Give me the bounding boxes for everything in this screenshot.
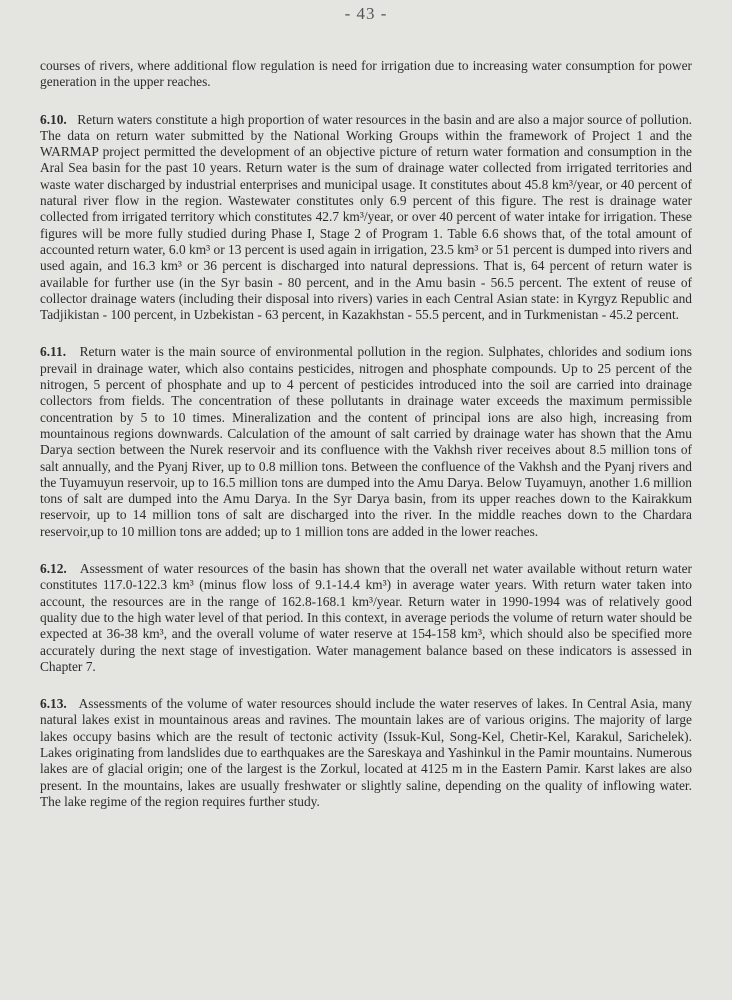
intro-paragraph: courses of rivers, where additional flow regulation is need for irrigation due to increasing water consumption for power generation in the upper reaches.	[40, 58, 692, 90]
section-6-11	[40, 344, 692, 540]
section-number: 6.13.	[40, 696, 67, 712]
section-number: 6.11.	[40, 344, 67, 360]
section-6-13	[40, 696, 692, 810]
section-number: 6.12.	[40, 561, 67, 577]
document-body	[40, 58, 692, 831]
section-text: Assessment of water resources of the basin has shown that the overall net water available without return water constitutes 117.0-122.3 km³ (minus flow loss of 9.1-14.4 km³) in average water years. With return water taken into account, the resources are in the range of 162.8-168.1 km³/year. Return water in 1990-1994 was of relatively good quality due to the high water level of that period. In this context, in average periods the volume of return water should be expected at 36-38 km³, and the overall volume of water reserve at 154-158 km³, which should also be specified more accurately during the next stage of investigation. Water management balance based on these indicators is assessed in Chapter 7.	[40, 561, 692, 674]
section-6-12	[40, 561, 692, 675]
page-number: - 43 -	[344, 4, 388, 23]
section-text: Assessments of the volume of water resources should include the water reserves of lakes. In Central Asia, many natural lakes exist in mountainous areas and ravines. The mountain lakes are of various origins. The majority of large lakes occupy basins which are the result of tectonic activity (Issuk-Kul, Song-Kel, Chetir-Kel, Karakul, Sarichelek). Lakes originating from landslides due to earthquakes are the Sareskaya and Yashinkul in the Pamir mountains. Numerous lakes are of glacial origin; one of the largest is the Zorkul, located at 4125 m in the Eastern Pamir. Karst lakes are also present. In the mountains, lakes are usually freshwater or slightly saline, depending on the quality of inflowing water. The lake regime of the region requires further study.	[40, 696, 693, 809]
section-6-10	[40, 112, 692, 324]
section-text: Return water is the main source of environmental pollution in the region. Sulphates, chlorides and sodium ions prevail in drainage water, which also contains pesticides, nitrogen and phosphate compounds. Up to 25 percent of the nitrogen, 5 percent of phosphate and up to 4 percent of pesticides introduced into the soil are carried into drainage collectors from fields. The concentration of these pollutants in drainage water exceeds the maximum permissible concentration by 5 to 10 times. Mineralization and the content of principal ions are also high, increasing from mountainous regions downwards. Calculation of the amount of salt carried by drainage water has shown that the Amu Darya section between the Nurek reservoir and its confluence with the Vakhsh river receives about 8.5 million tons of salt annually, and the Pyanj River, up to 0.8 million tons. Between the confluence of the Vakhsh and the Pyanj rivers and the Tuyamuyun reservoir, up to 16.5 million tons are dumped into the Amu Darya. Below Tuyamuyn, another 1.6 million tons of salt are dumped into the Amu Darya. In the Syr Darya basin, from its upper reaches down to the Kairakkum reservoir, up to 14 million tons of salt are discharged into the river. In the middle reaches down to the Chardara reservoir,up to 10 million tons are added; up to 1 million tons are added in the lower reaches.	[40, 344, 692, 539]
section-text: Return waters constitute a high proportion of water resources in the basin and are also a major source of pollution. The data on return water submitted by the National Working Groups within the framework of Project 1 and the WARMAP project permitted the development of an objective picture of return water formation and consumption in the Aral Sea basin for the past 10 years. Return water is the sum of drainage water collected from irrigated territories and waste water discharged by industrial enterprises and municipal usage. It constitutes about 45.8 km³/year, or 40 percent of natural river flow in the region. Wastewater constitutes only 6.9 percent of this figure. The rest is drainage water collected from irrigated territory which constitutes 42.7 km³/year, or over 40 percent of water intake for irrigation. These figures will be more fully studied during Phase I, Stage 2 of Program 1. Table 6.6 shows that, of the total amount of accounted return water, 6.0 km³ or 13 percent is used again in irrigation, 23.5 km³ or 51 percent is dumped into rivers and used again, and 16.3 km³ or 36 percent is discharged into natural depressions. That is, 64 percent of return water is available for further use (in the Syr basin - 80 percent, and in the Amu basin - 56.5 percent. The extent of reuse of collector drainage waters (including their disposal into rivers) varies in each Central Asian state: in Kyrgyz Republic and Tadjikistan - 100 percent, in Uzbekistan - 63 percent, in Kazakhstan - 55.5 percent, and in Turkmenistan - 45.2 percent.	[40, 111, 692, 323]
section-number: 6.10.	[40, 111, 67, 127]
